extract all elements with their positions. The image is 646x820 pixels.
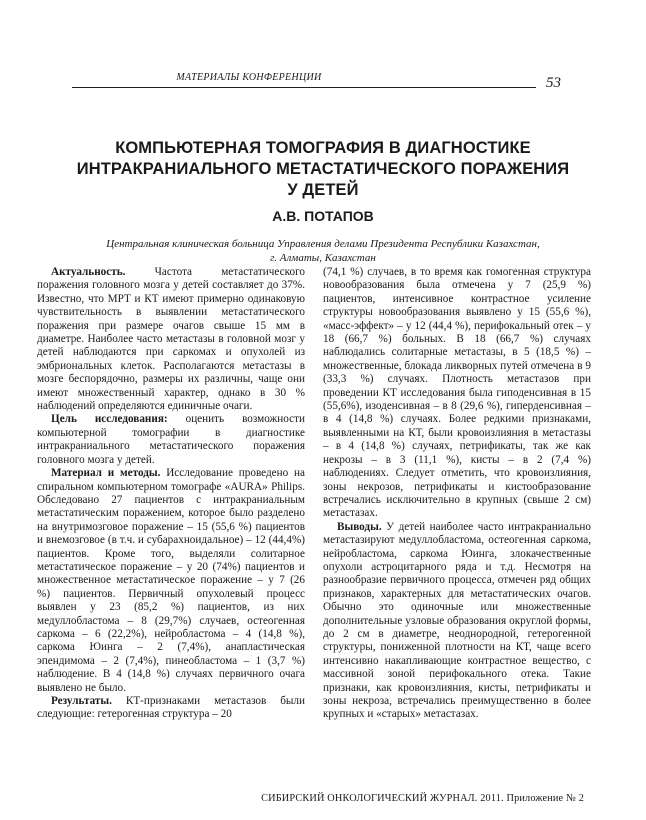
paragraph-text: КТ-признаками метастазов были следующие: гетерогенная структура – 20	[37, 695, 305, 721]
paragraph-text: (74,1 %) случаев, в то время как гомогенная структура новообразования была отмечена у 7 (25,9 %) пациентов, интенсивное контрастное усиление структуры новообразования выявлено у 15 (55,6 %), «масс-эффект» – у 12 (44,4 %), перифокальный отек – у 18 (66,7 %) больных. В 18 (66,7 %) случаях наблюдались солитарные метастазы, в 5 (18,5 %) – множественные, блокада ликворных путей отмечена в 9 (33,3 %) случаях. Плотность метастазов при проведении КТ исследования была гиподенсивная в 15 (55,6%), изоденсивная – в 8 (29,6 %), гиперденсивная – в 4 (14,8 %) случаях. Более редкими признаками, выявленными на КТ, были кровоизлияния в метастазы – в 4 (14,8 %) случаях, петрификаты, так же как некрозы – в 3 (11,1 %), кисты – в 2 (7,4 %) наблюдениях. Следует отметить, что кровоизлияния, зоны некрозов, петрификаты и кистообразование встречались исключительно в крупных (свыше 2 см) метастазах.	[323, 266, 591, 520]
paragraph-lead: Материал и методы.	[51, 467, 161, 480]
paragraph-text: Частота метастатического поражения головного мозга у детей составляет до 37%. Известно, что МРТ и КТ имеют примерно одинаковую чувствительность в выявлении метастатического поражения при размере очагов свыше 15 мм в диаметре. Наиболее часто метастазы в головной мозг у детей наблюдаются при саркомах и опухолей из эмбриональных клеток. Располагаются метастазы в мозге беспорядочно, размеры их различны, чаще они имеют множественный характер, однако в 30 % наблюдений определяются единичные очаги.	[37, 266, 305, 413]
affiliation-line: Центральная клиническая больница Управления делами Президента Республики Казахстан,	[106, 238, 540, 250]
paragraph-text: У детей наиболее часто интракраниально метастазируют медуллобластома, остеогенная саркома, нейробластома, саркома Юинга, злокачественные опухоли астроцитарного ряда и т.д. Несмотря на разнообразие первичного процесса, отмечен ряд общих признаков, характерных для метастатических очагов. Обычно это одиночные или множественные дополнительные узловые образования округлой формы, до 2 см в диаметре, неоднородной, гетерогенной структуры, пониженной плотности на КТ, чаще всего интенсивно накапливающие контрастное вещество, с массивной зоной перифокального отека. Такие признаки, как кровоизлияния, кисты, петрификаты и зоны некроза, встречались преимущественно в более крупных и «старых» метастазах.	[323, 520, 591, 721]
author-name: А.В. ПОТАПОВ	[272, 208, 374, 224]
paragraph-conclusions	[323, 521, 591, 722]
paragraph-results	[37, 695, 305, 722]
affiliation	[40, 237, 606, 265]
title-line: КОМПЬЮТЕРНАЯ ТОМОГРАФИЯ В ДИАГНОСТИКЕ	[115, 139, 531, 157]
journal-footer: СИБИРСКИЙ ОНКОЛОГИЧЕСКИЙ ЖУРНАЛ. 2011. Приложение № 2	[261, 793, 584, 804]
title-line: ИНТРАКРАНИАЛЬНОГО МЕТАСТАТИЧЕСКОГО ПОРАЖЕНИЯ	[76, 160, 570, 178]
paragraph-lead: Выводы.	[337, 520, 382, 533]
right-column	[323, 266, 591, 722]
page-number: 53	[546, 75, 561, 91]
paragraph-lead: Результаты.	[51, 695, 112, 707]
affiliation-line: г. Алматы, Казахстан	[270, 252, 376, 264]
paragraph-lead: Актуальность.	[51, 266, 126, 278]
header-rule	[72, 87, 536, 88]
paragraph-aim	[37, 413, 305, 467]
paragraph-text: оценить возможности компьютерной томографии в диагностике интракраниального метастатического поражения головного мозга у детей.	[37, 413, 305, 466]
article-title	[20, 138, 626, 201]
left-column	[37, 266, 305, 722]
paragraph-relevance	[37, 266, 305, 413]
paragraph-methods	[37, 467, 305, 695]
title-line: У ДЕТЕЙ	[287, 181, 359, 199]
running-header: МАТЕРИАЛЫ КОНФЕРЕНЦИИ	[176, 72, 322, 83]
paragraph-text: Исследование проведено на спиральном компьютерном томографе «AURA» Philips. Обследовано 27 пациентов с интракраниальным метастатическим поражением, которое было разделено на внутримозговое поражение – 15 (55,6 %) пациентов и внемозговое (в т.ч. и субарахноидальное) – 12 (44,4%) пациентов. Кроме того, выделяли солитарное метастатическое поражение – у 20 (74%) пациентов и множественное метастатическое поражение – у 7 (26 %) пациентов. Первичный опухолевый процесс выявлен у 23 (85,2 %) пациентов, из них медуллобластома – 8 (29,7%) случаев, остеогенная саркома – 6 (22,2%), нейробластома – 4 (14,8 %), саркома Юинга – 2 (7,4%), анапластическая эпендимома – 2 (7,4%), пинеобластома – 1 (3,7 %) наблюдение. В 4 (14,8 %) случаях первичного очага выявлено не было.	[37, 467, 305, 694]
paragraph-results-continued	[323, 266, 591, 521]
paragraph-lead: Цель исследования:	[51, 413, 168, 426]
